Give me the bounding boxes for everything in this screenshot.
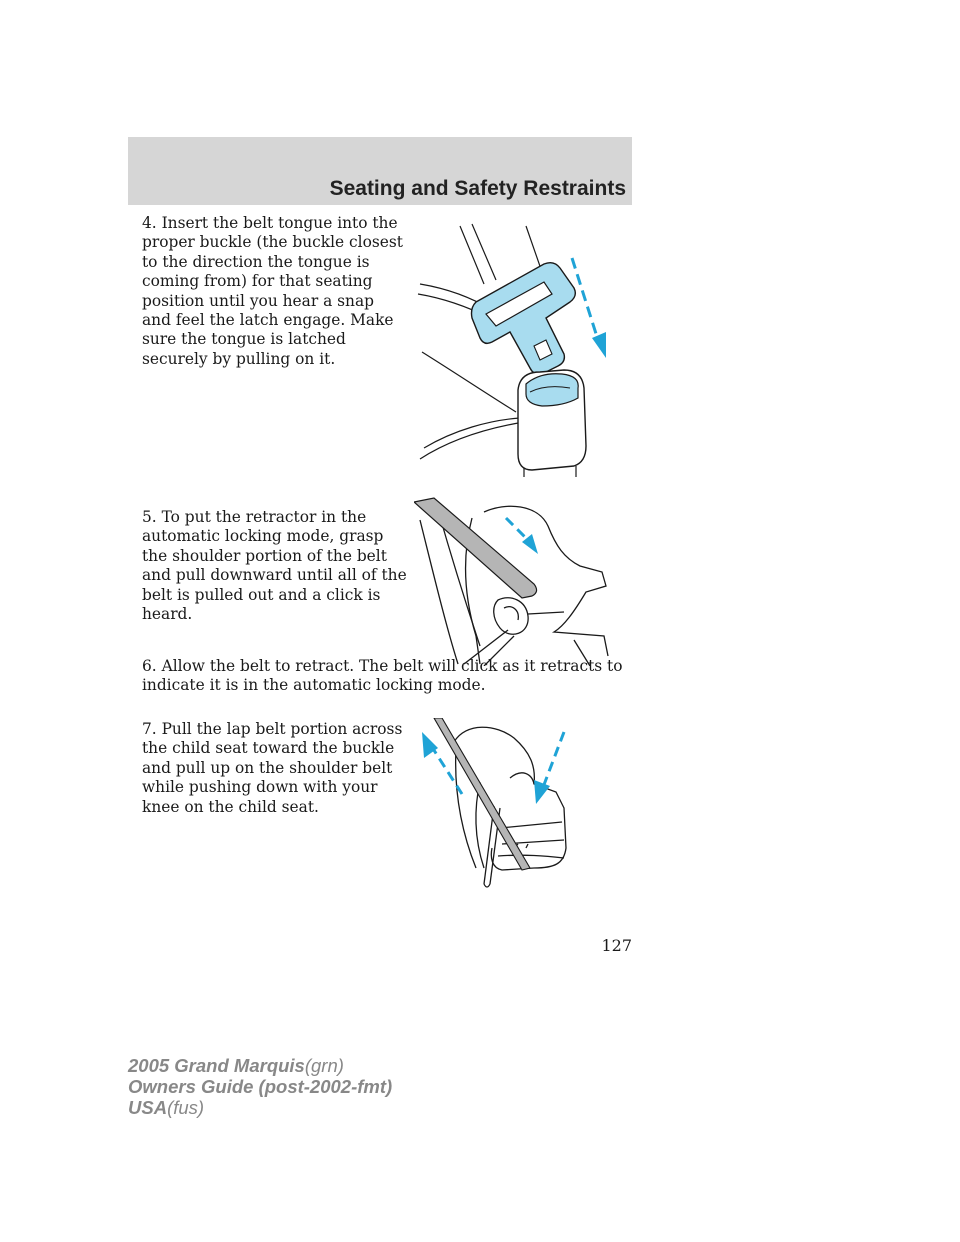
footer-market-code: (fus) bbox=[167, 1097, 205, 1118]
belt-tongue-shape bbox=[472, 263, 576, 375]
retractor-pull-illustration bbox=[414, 496, 616, 666]
belt-buckle-illustration bbox=[414, 222, 622, 477]
page-number: 127 bbox=[601, 936, 632, 955]
shoulder-belt-shape bbox=[414, 498, 537, 598]
footer-guide: Owners Guide (post-2002-fmt) bbox=[128, 1076, 393, 1097]
footer-model-code: (grn) bbox=[304, 1055, 344, 1076]
lap-belt-shape bbox=[434, 718, 530, 870]
step-4-text: 4. Insert the belt tongue into the proper buckle (the buckle closest to the direction the tongue is coming from) for that seating position until you hear a snap and feel the latch engage. Make sure the tongue is latched securely by pulling on it. bbox=[142, 214, 403, 368]
section-header bbox=[128, 137, 632, 205]
section-title: Seating and Safety Restraints bbox=[329, 177, 626, 200]
footer-line-3 bbox=[128, 1097, 392, 1118]
step-5-text: 5. To put the retractor in the automatic locking mode, grasp the shoulder portion of the belt and pull downward until all of the belt is pulled out and a click is heard. bbox=[142, 508, 407, 624]
document-footer bbox=[128, 1055, 392, 1118]
child-seat-belt-illustration bbox=[414, 718, 582, 888]
footer-line-2 bbox=[128, 1076, 392, 1097]
footer-market: USA bbox=[128, 1097, 168, 1118]
step-7-text: 7. Pull the lap belt portion across the child seat toward the buckle and pull up on the shoulder belt while pushing down with your knee on the child seat. bbox=[142, 720, 403, 816]
step-6-text: 6. Allow the belt to retract. The belt will click as it retracts to indicate it is in the automatic locking mode. bbox=[142, 657, 623, 695]
footer-model: 2005 Grand Marquis bbox=[128, 1055, 305, 1076]
footer-line-1 bbox=[128, 1055, 392, 1076]
